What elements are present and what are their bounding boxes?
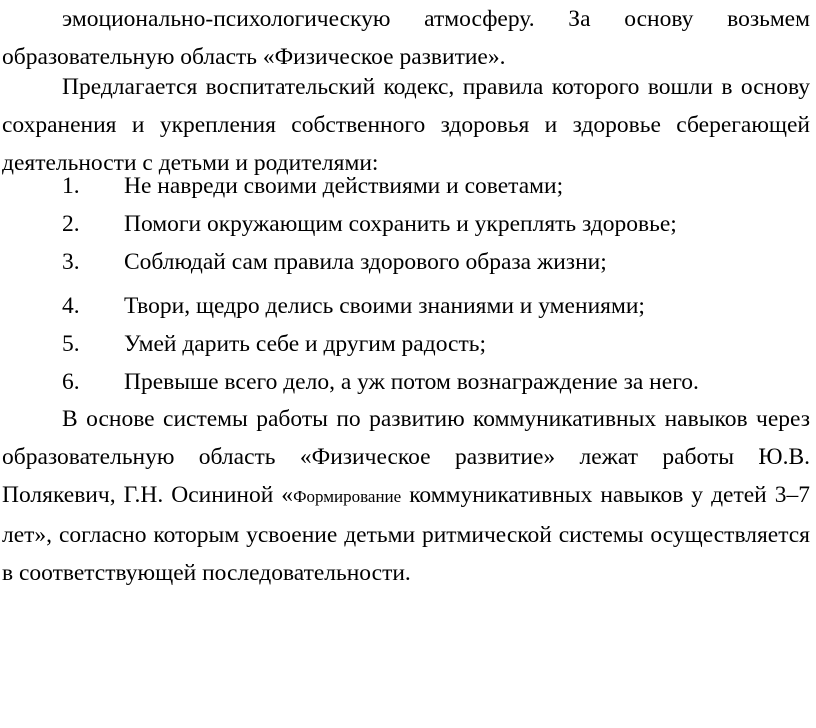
list-item-text: Твори, щедро делись своими знаниями и умениями; bbox=[124, 293, 645, 319]
list-item-number: 1. bbox=[62, 173, 80, 199]
list-item-number: 5. bbox=[62, 331, 80, 357]
list-item-text: Не навреди своими действиями и советами; bbox=[124, 173, 564, 199]
paragraph-methodology-part-2: коммуникативных навыков у детей 3–7 лет», согласно которым усвоение детьми ритмической системы осуществляется в соответствующей последовательности. bbox=[2, 482, 810, 586]
list-item-text: Помоги окружающим сохранить и укреплять здоровье; bbox=[124, 211, 677, 237]
paragraph-methodology-part-1: В основе системы работы по развитию коммуникативных навыков через образовательную область «Физическое развитие» лежат работы Ю.В. Полякевич, Г.Н. Осининой « bbox=[2, 406, 810, 508]
paragraph-intro: эмоционально-психологическую атмосферу. За основу возьмем образовательную область «Физическое развитие». bbox=[2, 6, 810, 70]
list-item-text: Умей дарить себе и другим радость; bbox=[124, 331, 486, 357]
list-item-number: 2. bbox=[62, 211, 80, 237]
list-item-number: 4. bbox=[62, 293, 80, 319]
list-item-number: 3. bbox=[62, 249, 80, 275]
list-item-text: Превыше всего дело, а уж потом вознаграждение за него. bbox=[124, 369, 699, 395]
list-item-text: Соблюдай сам правила здорового образа жизни; bbox=[124, 249, 607, 275]
paragraph-methodology bbox=[2, 400, 810, 592]
paragraph-codex: Предлагается воспитательский кодекс, правила которого вошли в основу сохранения и укрепления собственного здоровья и здоровье сберегающей деятельности с детьми и родителями: bbox=[2, 74, 810, 176]
list-item-number: 6. bbox=[62, 369, 80, 395]
paragraph-methodology-small-word: Формирование bbox=[293, 487, 402, 506]
